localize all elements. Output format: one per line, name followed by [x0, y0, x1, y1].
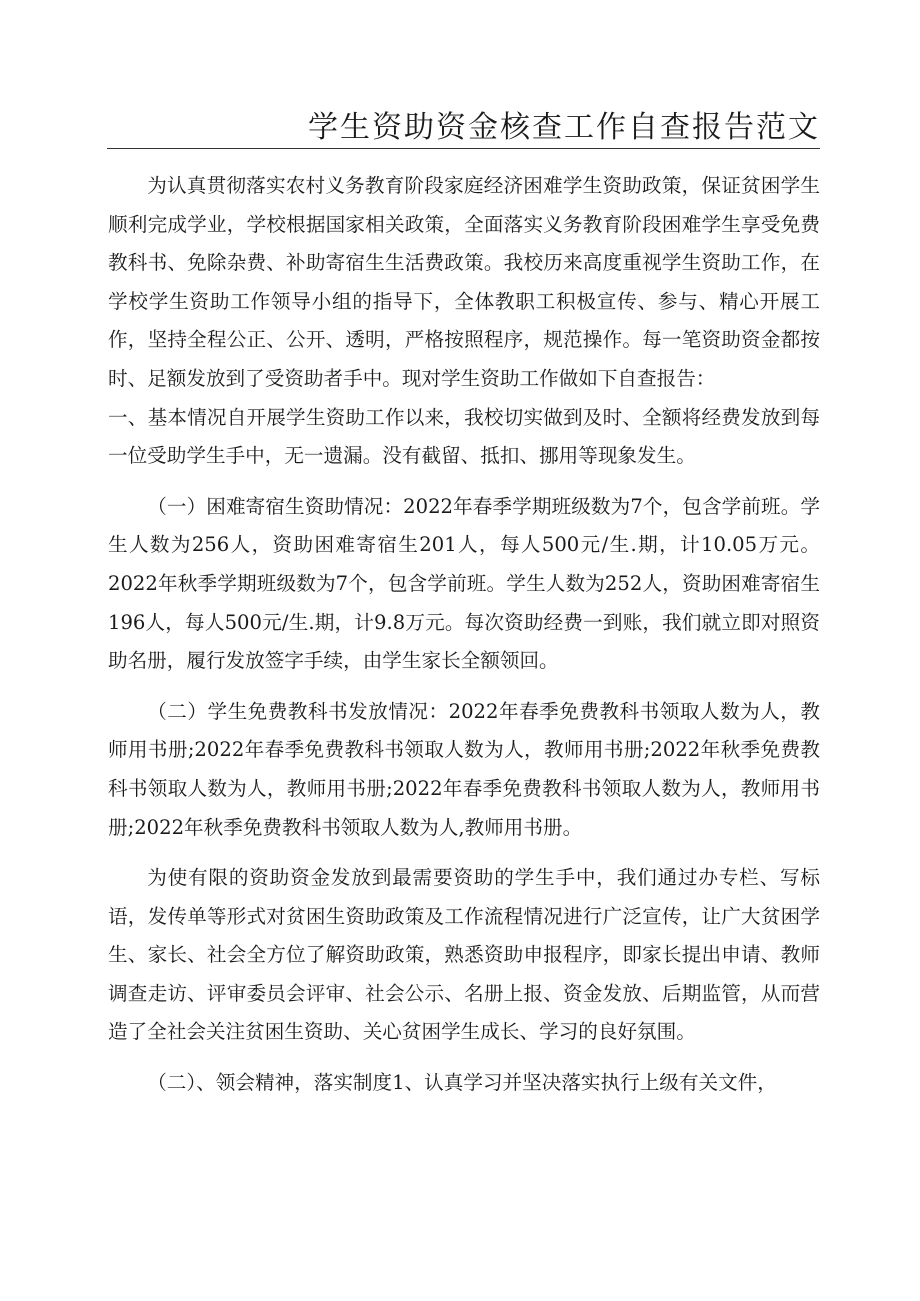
basic-situation-paragraph: 一、基本情况自开展学生资助工作以来，我校切实做到及时、全额将经费发放到每一位受助学生手中，无一遗漏。没有截留、抵扣、挪用等现象发生。	[108, 405, 820, 468]
policy-implementation-paragraph: （二）、领会精神，落实制度1、认真学习并坚决落实执行上级有关文件，	[147, 1071, 777, 1095]
textbook-distribution-paragraph: （二）学生免费教科书发放情况：2022年春季免费教科书领取人数为人，教师用书册;2022年春季免费教科书领取人数为人，教师用书册;2022年秋季免费教科书领取人数为人，教师用书册;2022年春季免费教科书领取人数为人，教师用书册;2022年秋季免费教科书领取人数为人,教师用书册。	[108, 699, 820, 839]
document-title: 学生资助资金核查工作自查报告范文	[308, 110, 820, 145]
publicity-paragraph: 为使有限的资助资金发放到最需要资助的学生手中，我们通过办专栏、写标语，发传单等形式对贫困生资助政策及工作流程情况进行广泛宣传，让广大贫困学生、家长、社会全方位了解资助政策，熟悉资助申报程序，即家长提出申请、教师调查走访、评审委员会评审、社会公示、名册上报、资金发放、后期监管，从而营造了全社会关注贫困生资助、关心贫困学生成长、学习的良好氛围。	[108, 866, 820, 1044]
intro-paragraph: 为认真贯彻落实农村义务教育阶段家庭经济困难学生资助政策，保证贫困学生顺利完成学业，学校根据国家相关政策，全面落实义务教育阶段困难学生享受免费教科书、免除杂费、补助寄宿生生活费政策。我校历来高度重视学生资助工作，在学校学生资助工作领导小组的指导下，全体教职工积极宣传、参与、精心开展工作，坚持全程公正、公开、透明，严格按照程序，规范操作。每一笔资助资金都按时、足额发放到了受资助者手中。现对学生资助工作做如下自查报告：	[108, 174, 820, 390]
document-body	[108, 167, 820, 1103]
boarding-subsidy-paragraph: （一）困难寄宿生资助情况：2022年春季学期班级数为7个，包含学前班。学生人数为256人，资助困难寄宿生201人，每人500元/生.期，计10.05万元。2022年秋季学期班级数为7个，包含学前班。学生人数为252人，资助困难寄宿生196人，每人500元/生.期，计9.8万元。每次资助经费一到账，我们就立即对照资助名册，履行发放签字手续，由学生家长全额领回。	[108, 494, 820, 673]
title-underline	[107, 148, 820, 149]
